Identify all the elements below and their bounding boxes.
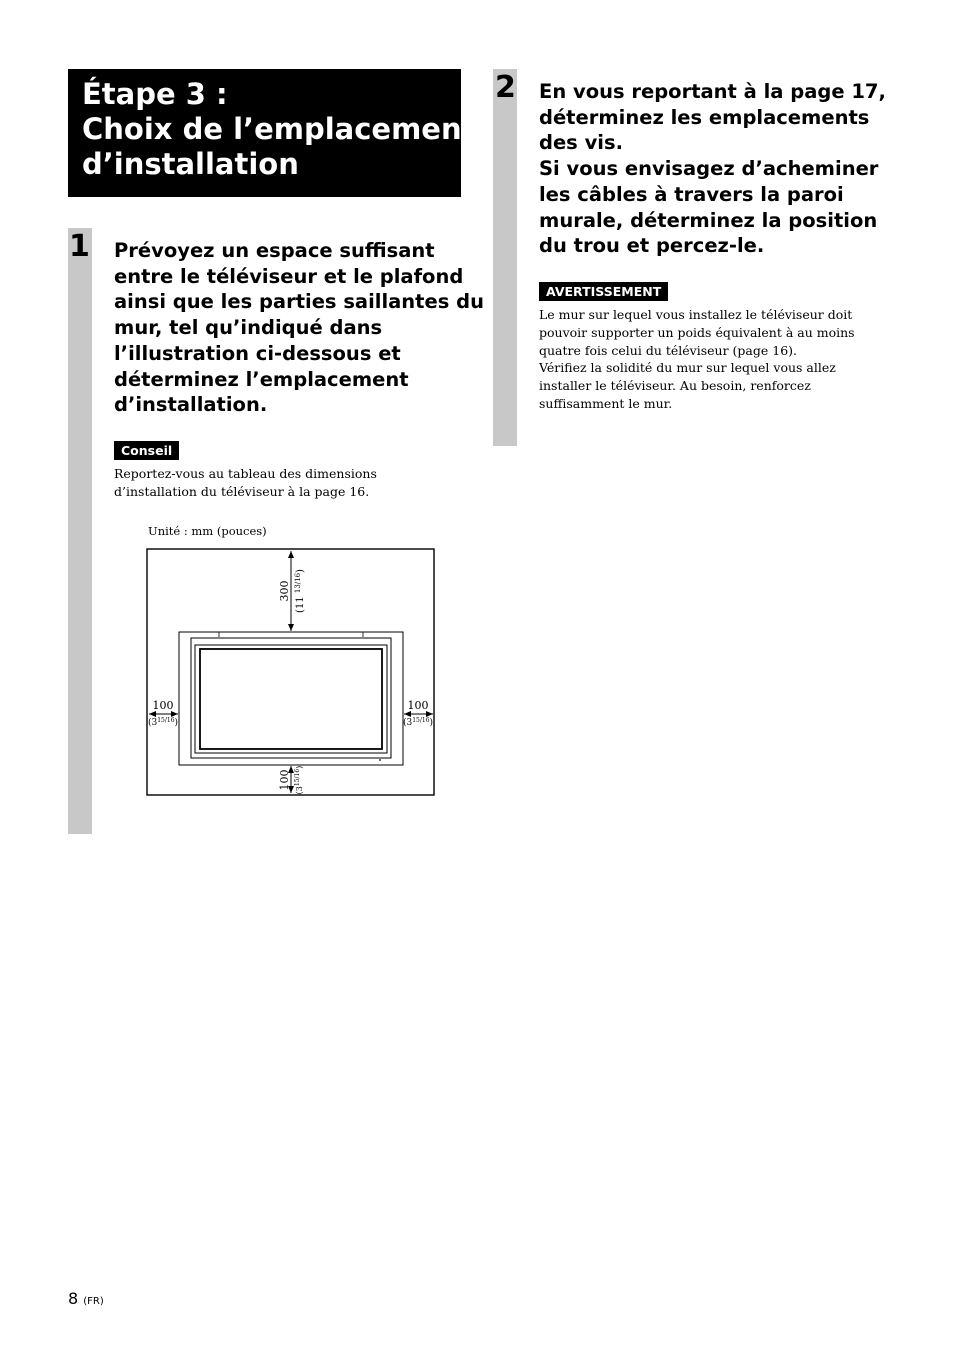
warning-text: [539, 306, 855, 413]
step-1-instruction: [114, 238, 484, 418]
step-2-line: du trou et percez-le.: [539, 234, 765, 258]
tv-screen-outer: [195, 645, 387, 753]
step-1-line: Prévoyez un espace suffisant: [114, 239, 435, 262]
step-1-line: déterminez l’emplacement: [114, 367, 409, 391]
top-dimension-mm: 300: [278, 580, 291, 602]
tip-label: Conseil: [114, 441, 179, 460]
tv-frame: [179, 632, 403, 765]
step-1-number: 1: [69, 229, 90, 264]
warning-line: suffisamment le mur.: [539, 395, 673, 411]
step-1-bar: [68, 228, 92, 834]
tip-line: Reportez-vous au tableau des dimensions: [114, 466, 377, 481]
step-2-line: En vous reportant à la page 17,: [539, 80, 886, 103]
warning-line: pouvoir supporter un poids équivalent à au moins: [539, 324, 855, 340]
right-dimension-inches: $(3^{15/16})$: [402, 717, 434, 728]
warning-line: Vérifiez la solidité du mur sur lequel vous allez: [539, 360, 836, 376]
step-1-line: ainsi que les parties saillantes du: [114, 290, 484, 314]
unit-label: Unité : mm (pouces): [148, 524, 267, 538]
warning-line: Le mur sur lequel vous installez le téléviseur doit: [539, 307, 853, 322]
step-2-line: déterminez les emplacements: [539, 105, 870, 129]
page-language: (FR): [83, 1296, 104, 1307]
bottom-dimension-inches: $(3^{15/16})$: [294, 765, 304, 795]
page-number-value: 8: [68, 1289, 79, 1308]
tip-text: [114, 465, 377, 501]
tv-screen-inner: [200, 649, 382, 749]
step-2-line: les câbles à travers la paroi: [539, 182, 844, 206]
top-dimension-inches: (11 $^{13/16}$): [294, 569, 306, 613]
step-2-instruction: [539, 79, 886, 259]
step-1-line: l’illustration ci-dessous et: [114, 341, 401, 365]
step-2-line: murale, déterminez la position: [539, 208, 878, 232]
page-number: [68, 1289, 104, 1308]
left-dimension-inches: $(3^{15/16})$: [147, 717, 179, 728]
warning-line: quatre fois celui du téléviseur (page 16).: [539, 342, 798, 358]
step-1-line: d’installation.: [114, 393, 268, 417]
title-line-3: d’installation: [82, 147, 299, 181]
step-2-number: 2: [495, 70, 516, 105]
step-2-line: des vis.: [539, 131, 623, 155]
step-2-bar: [493, 69, 517, 446]
tv-indicator: [379, 759, 381, 761]
warning-line: installer le téléviseur. Au besoin, renforcez: [539, 378, 811, 394]
left-dimension-mm: 100: [152, 699, 174, 712]
tip-line: d’installation du téléviseur à la page 16.: [114, 483, 370, 499]
step-2-line: Si vous envisagez d’acheminer: [539, 157, 879, 181]
right-dimension-mm: 100: [407, 699, 429, 712]
title-line-1: Étape 3 :: [82, 77, 228, 111]
step-1-line: entre le téléviseur et le plafond: [114, 264, 464, 288]
section-title: [68, 69, 476, 197]
bottom-dimension-mm: 100: [278, 769, 291, 791]
warning-label: AVERTISSEMENT: [539, 282, 668, 301]
tv-bezel: [191, 638, 391, 758]
clearance-diagram: [145, 547, 437, 799]
step-1-line: mur, tel qu’indiqué dans: [114, 316, 383, 340]
title-line-2: Choix de l’emplacement: [82, 112, 476, 146]
